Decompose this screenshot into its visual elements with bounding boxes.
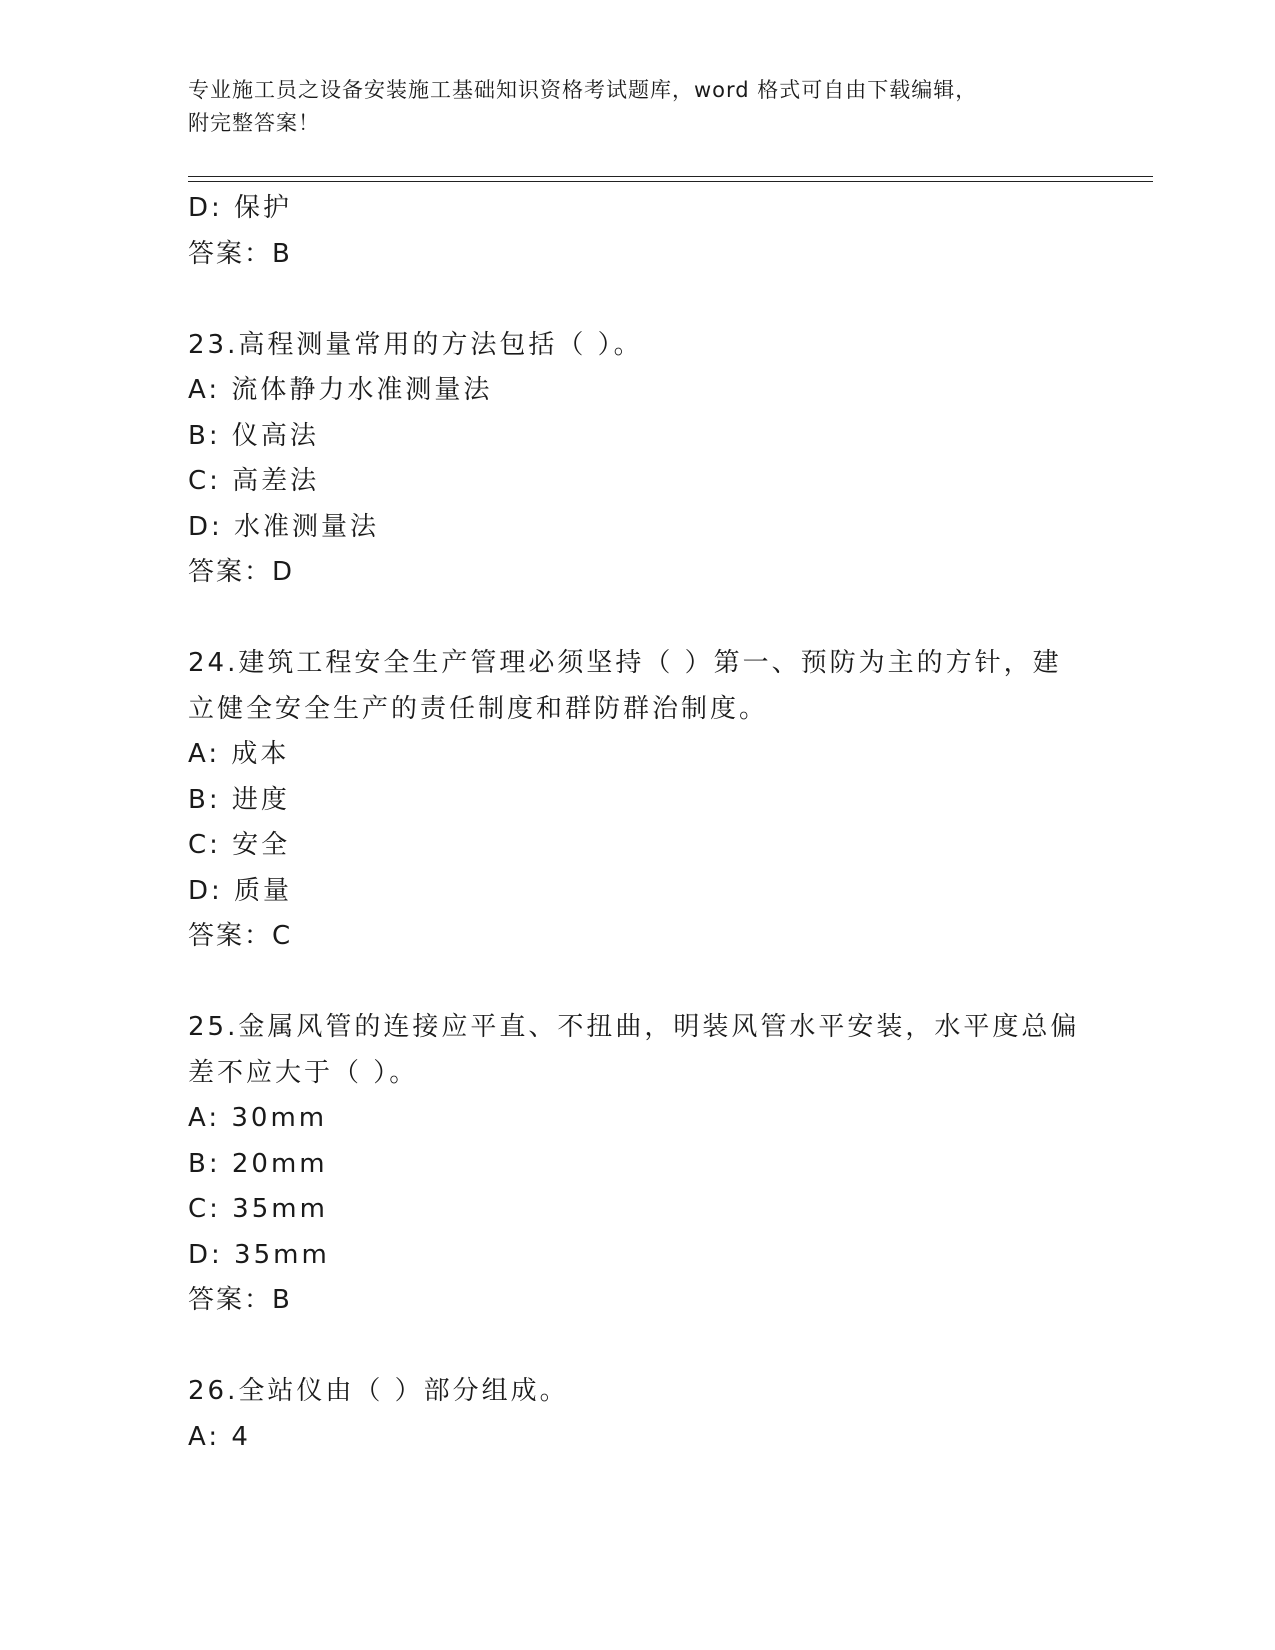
option-b: B: 仪高法 [188,420,319,451]
answer: 答案：B [188,1285,292,1315]
spacer [188,1324,1088,1370]
option-a: A: 30mm [188,1103,328,1133]
option-a: A: 成本 [188,739,290,769]
document-header [188,74,1088,140]
question-25 [188,1005,1088,1324]
question-23 [188,323,1088,596]
header-divider-top [188,176,1153,177]
question-26 [188,1369,1088,1460]
question-stem-line-1: 24.建筑工程安全生产管理必须坚持（ ）第一、预防为主的方针，建 [188,648,1062,678]
option-d: D: 35mm [188,1239,330,1270]
spacer [188,277,1088,323]
option-d: D: 质量 [188,875,293,906]
option-b: B: 20mm [188,1148,328,1179]
question-stem: 26.全站仪由（ ）部分组成。 [188,1376,569,1406]
question-list [188,186,1088,1460]
header-line-2: 附完整答案！ [188,111,320,135]
option-d: D: 水准测量法 [188,511,380,542]
option-a: A: 流体静力水准测量法 [188,375,493,405]
answer: 答案：C [188,921,293,951]
prev-option-d: D: 保护 [188,193,293,223]
option-a: A: 4 [188,1421,251,1452]
header-line-1: 专业施工员之设备安装施工基础知识资格考试题库，word 格式可自由下载编辑， [188,78,978,102]
question-24 [188,641,1088,960]
question-stem-line-2: 差不应大于（ ）。 [188,1057,419,1088]
option-c: C: 安全 [188,830,291,860]
answer: 答案：D [188,557,295,587]
option-c: C: 35mm [188,1194,328,1224]
option-b: B: 进度 [188,784,290,815]
spacer [188,596,1088,642]
option-c: C: 高差法 [188,466,320,496]
question-stem: 23.高程测量常用的方法包括（ ）。 [188,329,643,360]
question-stem-line-1: 25.金属风管的连接应平直、不扭曲，明装风管水平安装，水平度总偏 [188,1012,1080,1042]
header-divider-bottom [188,181,1153,182]
prev-answer: 答案：B [188,238,292,269]
spacer [188,960,1088,1006]
question-stem-line-2: 立健全安全生产的责任制度和群防群治制度。 [188,693,769,724]
